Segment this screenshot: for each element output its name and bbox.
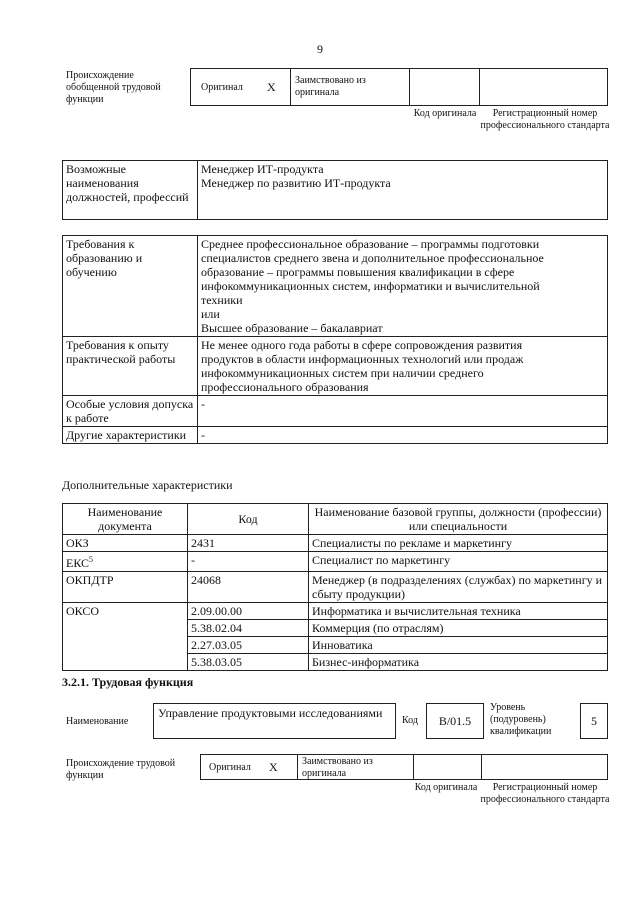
col-name-header: Наименование базовой группы, должности (профессии) или специальности [309,504,608,535]
code-cell: 24068 [188,572,309,603]
function-code-value: B/01.5 [426,703,484,739]
function-name-value: Управление продуктовыми исследованиями [153,703,396,739]
function-heading: 3.2.1. Трудовая функция [62,675,194,689]
text-line: инфокоммуникационных систем, информатики и вычислительной [201,279,540,293]
reg-number-caption: Регистрационный номер профессионального стандарта [480,782,610,805]
original-label: Оригинал [209,762,251,773]
special-conditions-label: Особые условия допуска к работе [63,396,198,427]
function-code-label: Код [402,715,418,726]
table-row [63,552,608,572]
table-row [63,603,608,620]
doc-cell: ОКЗ [63,535,188,552]
borrowed-label: Заимствовано из оригинала [295,75,366,98]
origin-box [190,68,608,106]
name-cell: Инноватика [309,637,608,654]
divider [290,69,291,105]
reg-number-caption: Регистрационный номер профессионального стандарта [480,108,610,131]
divider [409,69,410,105]
page-number: 9 [317,42,323,56]
text-line: профессионального образования [201,380,369,394]
positions-label: Возможные наименования должностей, профессий [63,161,198,220]
borrowed-label: Заимствовано из оригинала [302,756,373,779]
original-mark: X [267,80,276,94]
text-line: специалистов среднего звена и дополнительное профессиональное [201,251,544,265]
table-row [63,572,608,603]
doc-cell [63,552,188,572]
other-label: Другие характеристики [63,427,198,444]
name-cell: Информатика и вычислительная техника [309,603,608,620]
divider [297,755,298,779]
name-cell: Менеджер (в подразделениях (службах) по маркетингу и сбыту продукции) [309,572,608,603]
level-label: Уровень (подуровень) квалификации [490,702,552,737]
education-value [198,236,608,337]
origin-label: Происхождение обобщенной трудовой функции [66,70,161,105]
original-label: Оригинал [201,82,243,93]
table-row [63,535,608,552]
origin-box [200,754,608,780]
code-cell: 5.38.03.05 [188,654,309,671]
requirements-table [62,235,608,444]
code-cell: 5.38.02.04 [188,620,309,637]
doc-cell: ОКПДТР [63,572,188,603]
code-cell: - [188,552,309,572]
positions-table [62,160,608,220]
additional-table [62,503,608,671]
text-line: Не менее одного года работы в сфере сопровождения развития [201,338,523,352]
origin-label: Происхождение трудовой функции [66,758,176,781]
function-name-label: Наименование [66,716,129,727]
text-line: инфокоммуникационных систем при наличии среднего [201,366,484,380]
experience-label: Требования к опыту практической работы [63,337,198,396]
original-mark: X [269,760,278,774]
education-label: Требования к образованию и обучению [63,236,198,337]
text-line: Высшее образование – бакалавриат [201,321,383,335]
name-cell: Коммерция (по отраслям) [309,620,608,637]
text-line: Среднее профессиональное образование – программы подготовки [201,237,540,251]
col-code-header: Код [188,504,309,535]
divider [413,755,414,779]
additional-heading: Дополнительные характеристики [62,478,233,492]
experience-value [198,337,608,396]
other-value: - [198,427,608,444]
code-original-caption: Код оригинала [413,108,477,119]
positions-values [198,161,608,220]
position-item: Менеджер ИТ-продукта [201,162,324,176]
special-conditions-value: - [198,396,608,427]
text-line: техники [201,293,243,307]
code-cell: 2.09.00.00 [188,603,309,620]
col-doc-header: Наименование документа [63,504,188,535]
name-cell: Специалист по маркетингу [309,552,608,572]
text-line: или [201,307,220,321]
text-line: образование – программы повышения квалификации в сфере [201,265,515,279]
doc-cell: ОКСО [63,603,188,671]
code-cell: 2431 [188,535,309,552]
code-cell: 2.27.03.05 [188,637,309,654]
code-original-caption: Код оригинала [414,782,478,793]
doc-text: ЕКС [66,556,90,570]
level-value: 5 [580,703,608,739]
name-cell: Бизнес-информатика [309,654,608,671]
divider [481,755,482,779]
footnote-marker: 5 [89,555,94,564]
name-cell: Специалисты по рекламе и маркетингу [309,535,608,552]
position-item: Менеджер по развитию ИТ-продукта [201,176,391,190]
text-line: продуктов в области информационных технологий или продаж [201,352,524,366]
divider [479,69,480,105]
